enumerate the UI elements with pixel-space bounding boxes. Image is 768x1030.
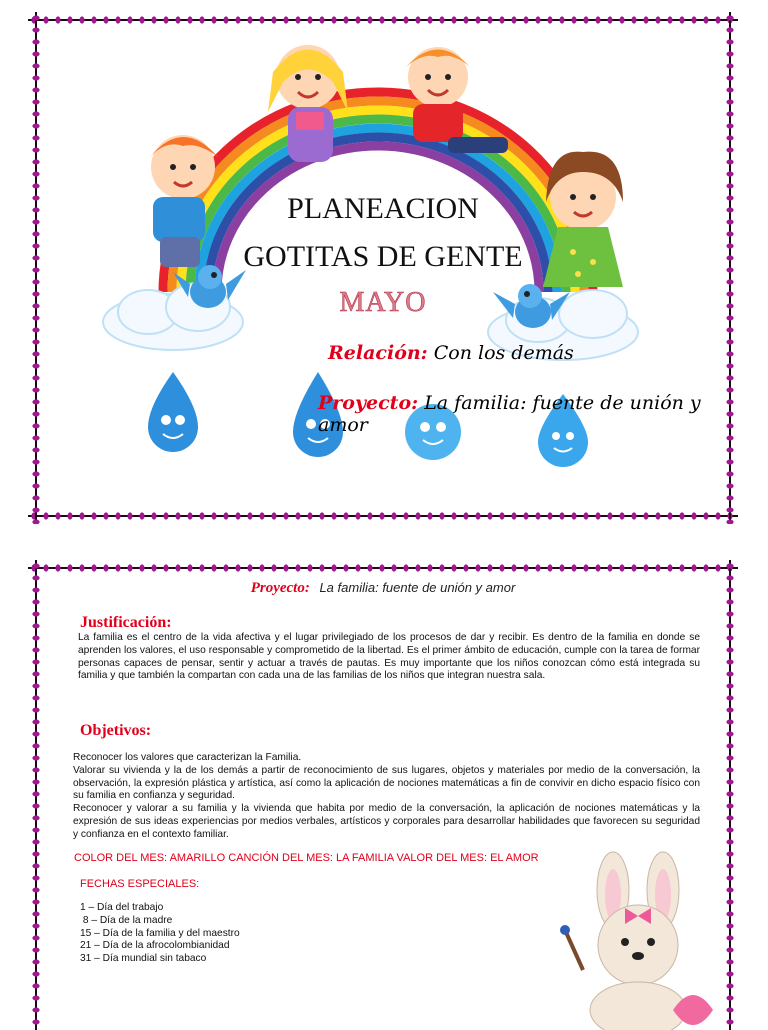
cover-proyecto-value: La familia: fuente de unión y amor bbox=[318, 392, 701, 436]
cover-page bbox=[28, 12, 738, 524]
fecha-item: 8 – Día de la madre bbox=[80, 914, 173, 926]
mes-line: COLOR DEL MES: AMARILLO CANCIÓN DEL MES: LA FAMILIA VALOR DEL MES: EL AMOR bbox=[74, 852, 539, 864]
fechas-list bbox=[80, 902, 240, 966]
objetivo-item: Valorar su vivienda y la de los demás a partir de reconocimiento de sus lugares, objetos y materiales por medio de la conversación, la observación, la expresión plástica y artística, así como la aplicación de nociones matemáticas a fin de convivir en dicho espacio físico con su familia en confianza y seguridad. bbox=[73, 764, 700, 802]
cover-proyecto bbox=[318, 392, 738, 436]
relacion-label: Relación: bbox=[328, 342, 428, 364]
proyecto-line bbox=[28, 580, 738, 597]
objetivo-item: Reconocer y valorar a su familia y la vivienda que habita por medio de la conversación, la aplicación de nociones matemáticas y la expresión de sus ideas experiencias por medios verbales, artísticos y corporales para desarrollar habilidades que favorecen su seguridad y confianza en el contexto familiar. bbox=[73, 803, 700, 840]
butterfly-border-bottom bbox=[28, 508, 738, 524]
fecha-item: 31 – Día mundial sin tabaco bbox=[80, 953, 207, 965]
water-drop-character-1 bbox=[148, 372, 198, 452]
fecha-item: 1 – Día del trabajo bbox=[80, 902, 164, 913]
cover-month: MAYO bbox=[339, 287, 427, 318]
cover-proyecto-label: Proyecto: bbox=[318, 392, 419, 414]
objetivo-item: Reconocer los valores que caracterizan la Familia. bbox=[73, 752, 302, 763]
cover-title-line1: PLANEACION bbox=[287, 192, 479, 225]
objetivos-list bbox=[73, 752, 700, 842]
cover-relacion bbox=[328, 342, 574, 364]
child-redhead-boy-image bbox=[406, 47, 508, 153]
relacion-value: Con los demás bbox=[433, 342, 574, 364]
justificacion-heading: Justificación: bbox=[80, 614, 172, 631]
proyecto-value: La familia: fuente de unión y amor bbox=[319, 580, 516, 595]
cover-title-line2: GOTITAS DE GENTE bbox=[243, 240, 523, 273]
fecha-item: 15 – Día de la familia y del maestro bbox=[80, 927, 240, 939]
justificacion-text: La familia es el centro de la vida afectiva y el lugar privilegiado de los procesos de dar y recibir. Es dentro de la familia en donde se aprenden los valores, el uso responsable y comprometido de la libertad. Es el primer ámbito de educación, cumple con la tarea de formar personas capaces de pensar, sentir y actuar a través de pautas. Es muy importante que los niños conozcan cómo está integrada su familia y que también la compartan con cada una de las familias de los niños que integran nuestra sala. bbox=[78, 632, 700, 682]
fechas-heading: FECHAS ESPECIALES: bbox=[80, 878, 200, 890]
proyecto-label: Proyecto: bbox=[250, 580, 310, 596]
objetivos-heading: Objetivos: bbox=[80, 722, 152, 739]
document-page bbox=[28, 560, 738, 1030]
bunny-illustration bbox=[553, 850, 728, 1030]
fecha-item: 21 – Día de la afrocolombianidad bbox=[80, 940, 230, 952]
